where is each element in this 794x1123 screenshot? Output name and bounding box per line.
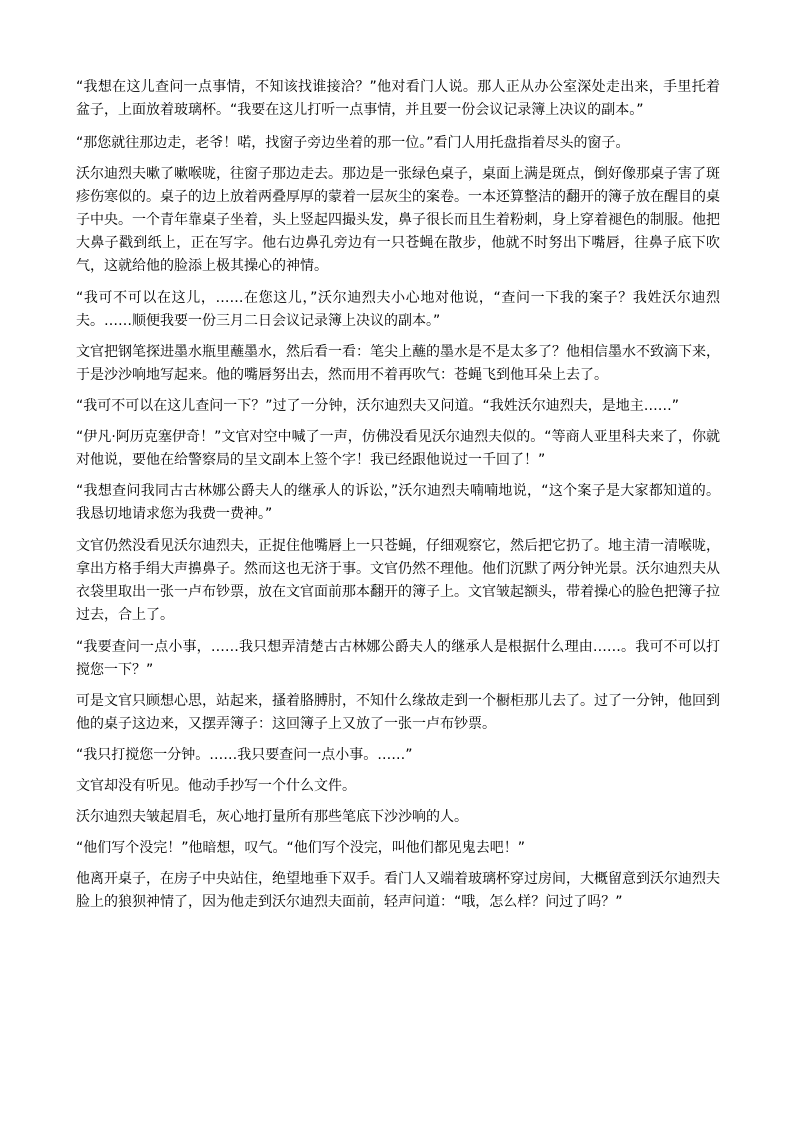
document-body [76,76,720,914]
paragraph-2: “那您就往那边走，老爷！喏，找窗子旁边坐着的那一位。”看门人用托盘指着尽头的窗子。 [76,135,630,151]
paragraph-10: “我要查问一点小事，……我只想弄清楚古古林娜公爵夫人的继承人是根据什么理由……。我可不可以打搅您一下？” [76,639,720,678]
paragraph-1: “我想在这儿查问一点事情，不知该找谁接洽？”他对看门人说。那人正从办公室深处走出来，手里托着盆子，上面放着玻璃杯。“我要在这儿打听一点事情，并且要一份会议记录簿上决议的副本。” [76,79,720,118]
paragraph-6: “我可不可以在这儿查问一下？”过了一分钟，沃尔迪烈夫又问道。“我姓沃尔迪烈夫，是地主……” [76,398,680,414]
paragraph-13: 文官却没有听见。他动手抄写一个什么文件。 [76,778,356,794]
paragraph-5: 文官把钢笔探进墨水瓶里蘸墨水，然后看一看：笔尖上蘸的墨水是不是太多了？他相信墨水不致滴下来，于是沙沙响地写起来。他的嘴唇努出去，然而用不着再吹气：苍蝇飞到他耳朵上去了。 [76,344,720,383]
paragraph-4: “我可不可以在这儿，……在您这儿，”沃尔迪烈夫小心地对他说，“查问一下我的案子？我姓沃尔迪烈夫。……顺便我要一份三月二日会议记录簿上决议的副本。” [76,290,720,329]
paragraph-8: “我想查问我同古古林娜公爵夫人的继承人的诉讼，”沃尔迪烈夫喃喃地说，“这个案子是大家都知道的。我恳切地请求您为我费一费神。” [76,483,720,522]
paragraph-12: “我只打搅您一分钟。……我只要查问一点小事。……” [76,747,413,763]
paragraph-3: 沃尔迪烈夫嗽了嗽喉咙，往窗子那边走去。那边是一张绿色桌子，桌面上满是斑点，倒好像那桌子害了斑疹伤寒似的。桌子的边上放着两叠厚厚的蒙着一层灰尘的案卷。一本还算整洁的翻开的簿子放在醒目的桌子中央。一个青年靠桌子坐着，头上竖起四撮头发，鼻子很长而且生着粉刺，身上穿着褪色的制服。他把大鼻子戳到纸上，正在写字。他右边鼻孔旁边有一只苍蝇在散步，他就不时努出下嘴唇，往鼻子底下吹气，这就给他的脸添上极其操心的神情。 [76,166,720,274]
paragraph-14: 沃尔迪烈夫皱起眉毛，灰心地打量所有那些笔底下沙沙响的人。 [76,809,468,825]
paragraph-11: 可是文官只顾想心思，站起来，搔着胳膊肘，不知什么缘故走到一个橱柜那儿去了。过了一分钟，他回到他的桌子这边来，又摆弄簿子：这回簿子上又放了一张一卢布钞票。 [76,693,720,732]
paragraph-7: “伊凡·阿历克塞伊奇！”文官对空中喊了一声，仿佛没看见沃尔迪烈夫似的。“等商人亚里科夫来了，你就对他说，要他在给警察局的呈文副本上签个字！我已经跟他说过一千回了！” [76,429,720,468]
paragraph-16: 他离开桌子，在房子中央站住，绝望地垂下双手。看门人又端着玻璃杯穿过房间，大概留意到沃尔迪烈夫脸上的狼狈神情了，因为他走到沃尔迪烈夫面前，轻声问道：“哦，怎么样？问过了吗？” [76,871,720,910]
paragraph-15: “他们写个没完！”他暗想，叹气。“他们写个没完，叫他们都见鬼去吧！” [76,840,526,856]
paragraph-9: 文官仍然没看见沃尔迪烈夫，正捉住他嘴唇上一只苍蝇，仔细观察它，然后把它扔了。地主清一清喉咙，拿出方格手绢大声擤鼻子。然而这也无济于事。文官仍然不理他。他们沉默了两分钟光景。沃尔迪烈夫从衣袋里取出一张一卢布钞票，放在文官面前那本翻开的簿子上。文官皱起额头，带着操心的脸色把簿子拉过去，合上了。 [76,538,720,623]
